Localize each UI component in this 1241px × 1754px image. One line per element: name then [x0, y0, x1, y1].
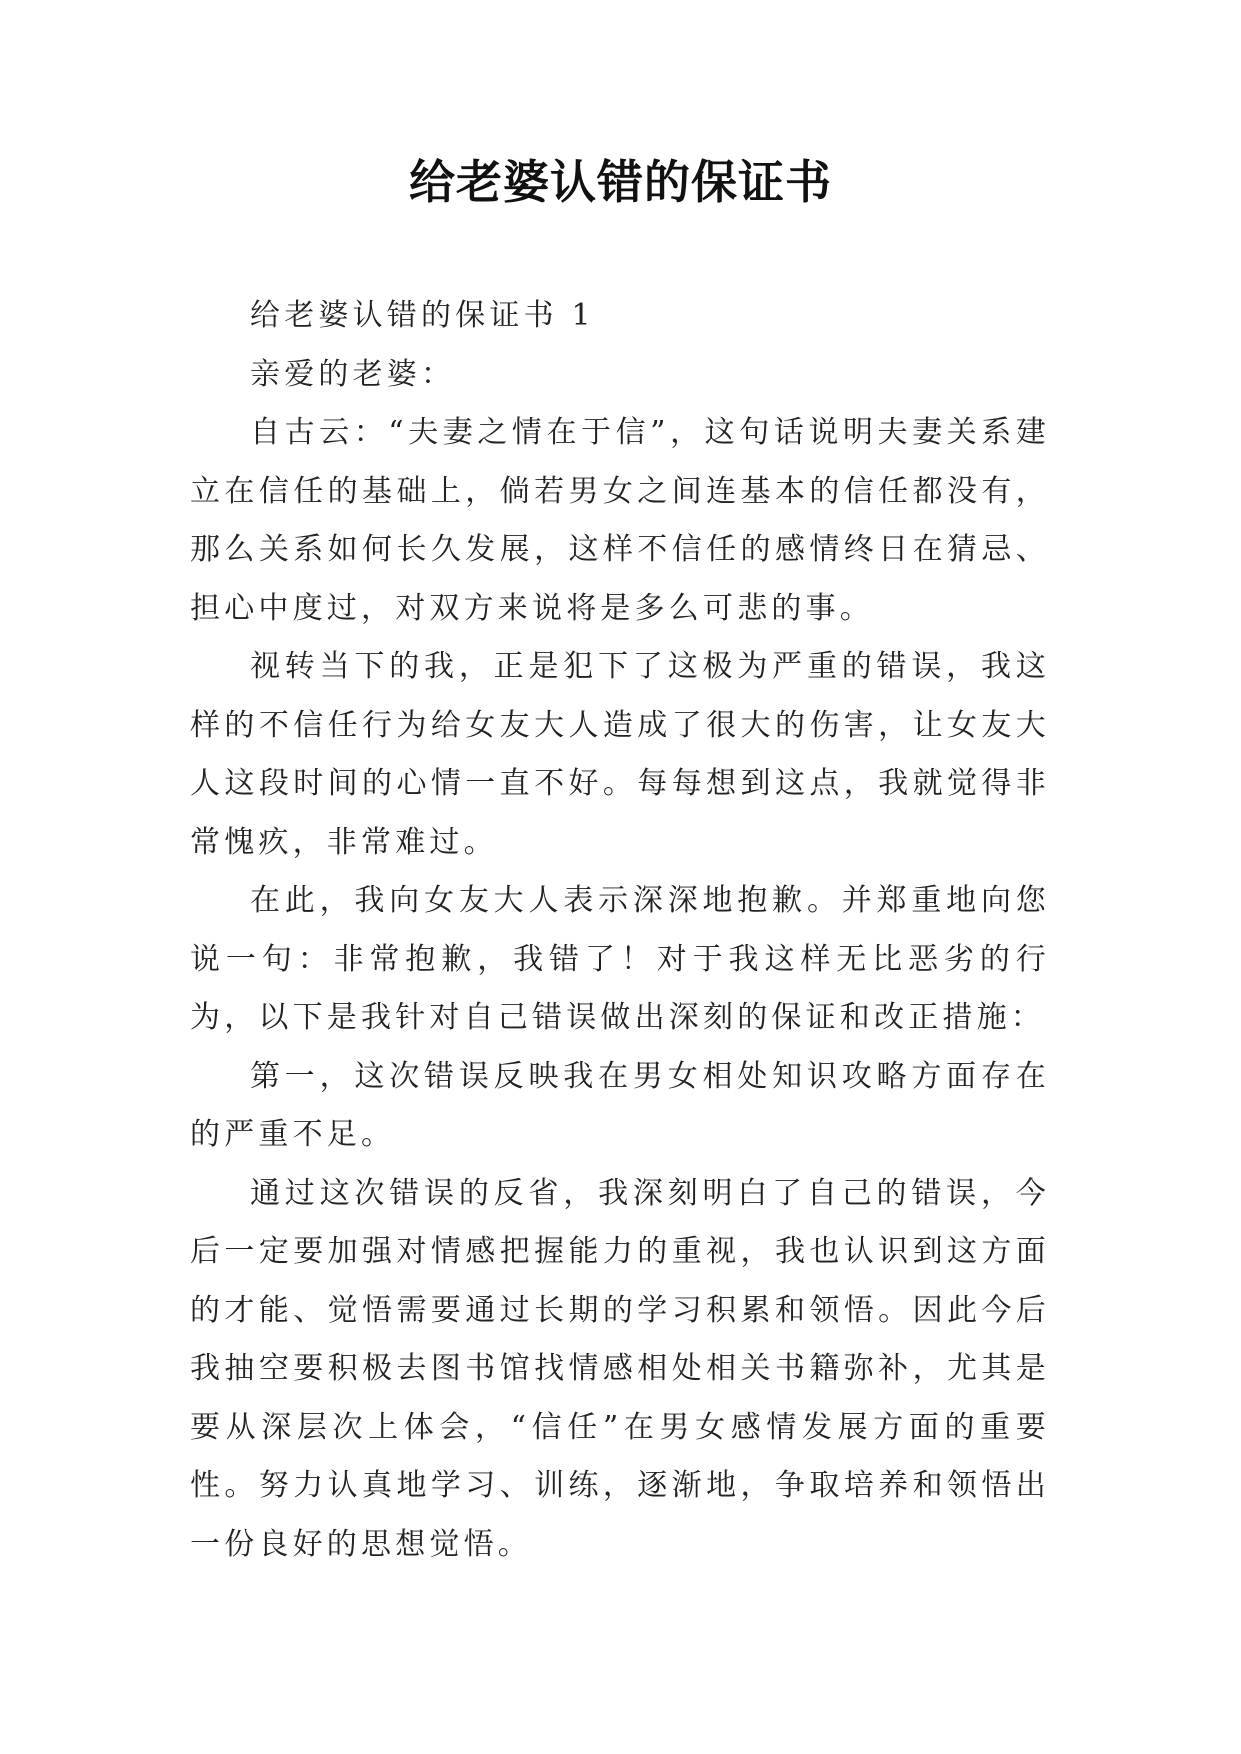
body-paragraph: 自古云：“夫妻之情在于信”，这句话说明夫妻关系建立在信任的基础上，倘若男女之间连基本的信任都没有，那么关系如何长久发展，这样不信任的感情终日在猜忌、担心中度过，对双方来说将是多么可悲的事。	[190, 415, 1050, 626]
body-paragraph: 在此，我向女友大人表示深深地抱歉。并郑重地向您说一句：非常抱歉，我错了！对于我这样无比恶劣的行为，以下是我针对自己错误做出深刻的保证和改正措施：	[190, 883, 1050, 1035]
body-paragraph: 第一，这次错误反映我在男女相处知识攻略方面存在的严重不足。	[190, 1058, 1050, 1152]
body-paragraph: 视转当下的我，正是犯下了这极为严重的错误，我这样的不信任行为给女友大人造成了很大的伤害，让女友大人这段时间的心情一直不好。每每想到这点，我就觉得非常愧疚，非常难过。	[190, 649, 1050, 860]
body-paragraph: 通过这次错误的反省，我深刻明白了自己的错误，今后一定要加强对情感把握能力的重视，我也认识到这方面的才能、觉悟需要通过长期的学习积累和领悟。因此今后我抽空要积极去图书馆找情感相处相关书籍弥补，尤其是要从深层次上体会，“信任”在男女感情发展方面的重要性。努力认真地学习、训练，逐渐地，争取培养和领悟出一份良好的思想觉悟。	[190, 1175, 1050, 1562]
document-body	[190, 287, 1050, 1574]
section-heading: 给老婆认错的保证书 1	[250, 298, 595, 333]
document-title: 给老婆认错的保证书	[409, 155, 832, 209]
salutation: 亲爱的老婆：	[250, 356, 456, 392]
